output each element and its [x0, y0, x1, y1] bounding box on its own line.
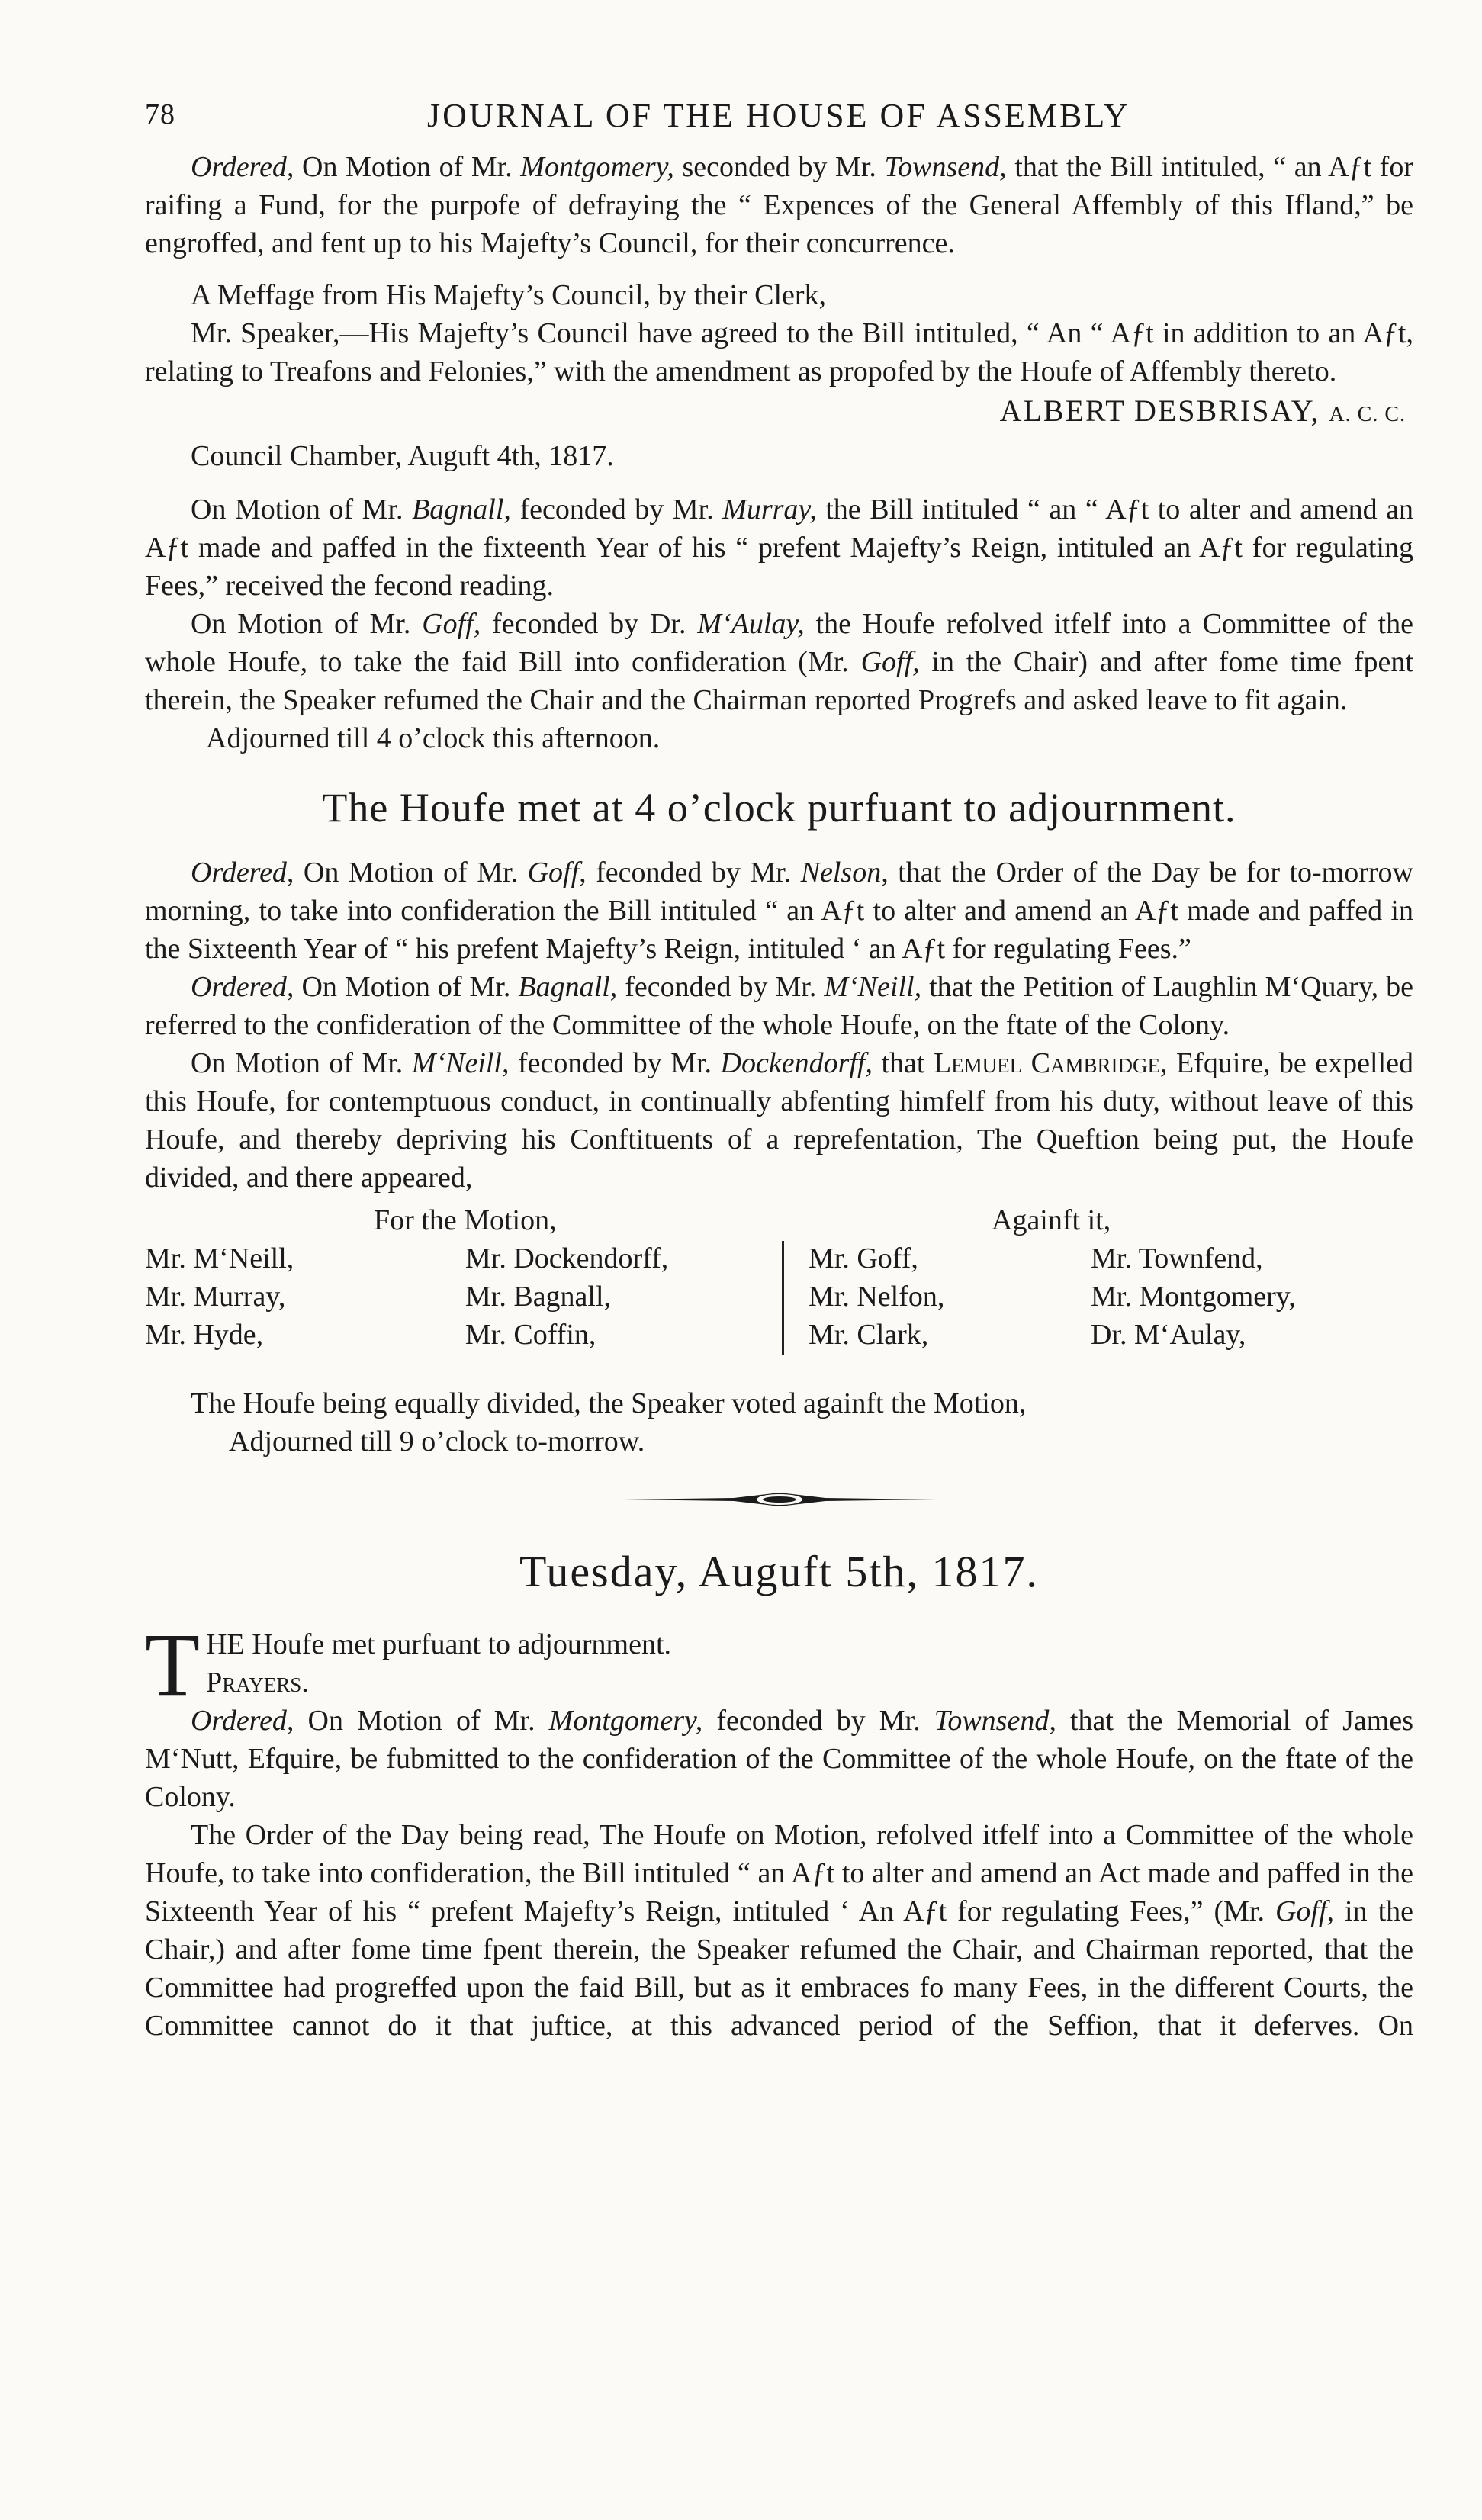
member-name: Townsend,: [884, 151, 1007, 183]
member-name: Bagnall,: [518, 971, 618, 1003]
voter-name: Mr. Clark,: [809, 1319, 929, 1351]
ordered-label: Ordered,: [191, 151, 294, 183]
text: feconded by Mr.: [617, 971, 825, 1003]
voter-name: Mr. Coffin,: [465, 1319, 596, 1351]
text: feconded by Mr.: [510, 493, 723, 526]
member-name: M‘Aulay,: [697, 608, 805, 640]
voter-name: Mr. Murray,: [145, 1281, 286, 1313]
clerk-signature: [145, 391, 1413, 436]
member-name: Bagnall,: [412, 493, 511, 526]
voter-name: Mr. Hyde,: [145, 1319, 264, 1351]
ordered-label: Ordered,: [191, 1705, 294, 1737]
text: On Motion of Mr.: [294, 151, 521, 183]
message-body: Mr. Speaker,—His Majefty’s Council have agreed to the Bill intituled, “ An “ Aƒt in addition to an Aƒt, relating to Treafons and Felonies,” with the amendment as propofed by the Houfe of Affembly thereto.: [145, 317, 1413, 387]
text: feconded by Mr.: [586, 857, 801, 889]
text: feconded by Mr.: [702, 1705, 934, 1737]
voter-name: Mr. Dockendorff,: [465, 1242, 669, 1274]
member-name: Montgomery,: [548, 1705, 703, 1737]
adjournment-afternoon: Adjourned till 4 o’clock this afternoon.: [206, 722, 661, 754]
member-name: Montgomery,: [520, 151, 674, 183]
voter-name: Dr. M‘Aulay,: [1091, 1319, 1246, 1351]
text: On Motion of Mr.: [294, 971, 519, 1003]
text: that the Petition of Laughlin M‘Quary, be referred to the confideration of the Committee of the whole Houfe, on the ftate of the Colony.: [145, 971, 1413, 1041]
ordered-label: Ordered,: [191, 971, 294, 1003]
order-memorial: [145, 1702, 1413, 1816]
text: feconded by Mr.: [509, 1047, 721, 1079]
running-header: [145, 92, 1413, 145]
member-name: Nelson,: [800, 857, 889, 889]
prayers-label: Prayers.: [206, 1667, 309, 1699]
text: that the Memorial of James M‘Nutt, Efquire, be fubmitted to the confideration of the Committee of the whole Houfe, on the ftate of the Colony.: [145, 1705, 1413, 1813]
member-name: Goff,: [860, 646, 920, 678]
text: On Motion of Mr.: [191, 1047, 412, 1079]
text: The Order of the Day being read, The Houfe on Motion, refolved itfelf into a Committee of the whole Houfe, to take into confideration, the Bill intituled “ an Aƒt to alter and amend an Act made and paffed in the Sixteenth Year of his “ prefent Majefty’s Reign, intituled ‘ An Aƒt for regulating Fees,” (Mr.: [145, 1819, 1413, 1927]
session-heading: The Houfe met at 4 o’clock purfuant to adjournment.: [322, 785, 1236, 831]
text: On Motion of Mr.: [191, 608, 423, 640]
motion-committee: [145, 605, 1413, 719]
text: Efquire, be expelled this Houfe, for contemptuous conduct, in continually abfenting himfelf from his duty, without leave of this Houfe, and thereby depriving his Conftituents of a reprefentation, The Queftion being put, the Houfe divided, and there appeared,: [145, 1047, 1413, 1194]
ordered-label: Ordered,: [191, 857, 294, 889]
member-name: M‘Neill,: [824, 971, 922, 1003]
signature-name: ALBERT DESBRISAY,: [999, 394, 1320, 428]
voter-name: Mr. M‘Neill,: [145, 1242, 294, 1274]
catchword: On: [1378, 2010, 1414, 2042]
voter-name: Mr. Montgomery,: [1091, 1281, 1296, 1313]
text: On Motion of Mr.: [191, 493, 413, 526]
voter-name: Mr. Goff,: [809, 1242, 918, 1274]
council-date-line: Council Chamber, Auguft 4th, 1817.: [191, 440, 614, 472]
for-column-2: [465, 1239, 668, 1354]
text: feconded by Dr.: [481, 608, 698, 640]
for-motion-label: For the Motion,: [374, 1204, 557, 1236]
against-motion-label: Againft it,: [992, 1204, 1111, 1236]
order-petition: [145, 968, 1413, 1044]
voter-name: Mr. Townfend,: [1091, 1242, 1263, 1274]
voter-name: Mr. Bagnall,: [465, 1281, 612, 1313]
member-name: Murray,: [722, 493, 817, 526]
adjournment-tomorrow: Adjourned till 9 o’clock to-morrow.: [229, 1426, 645, 1458]
member-name: Dockendorff,: [720, 1047, 873, 1079]
drop-cap: T: [145, 1615, 201, 1715]
text: seconded by Mr.: [673, 151, 885, 183]
motion-second-reading: [145, 490, 1413, 605]
ornament-rule-icon: [619, 1488, 940, 1511]
text: in the Chair,) and after fome time fpent therein, the Speaker refumed the Chair, and Chairman reported, that the Committee had progreffed upon the faid Bill, but as it embraces fo many Fees, in the different Courts, the Committee cannot do it that juftice, at this advanced period of the Seffion, that it deferves.: [145, 1895, 1413, 2042]
against-column-2: [1091, 1239, 1296, 1354]
text: the Bill intituled “ an “ Aƒt to alter and amend an Aƒt made and paffed in the fixteenth Year of his “ prefent Majefty’s Reign, intituled an Aƒt for regulating Fees,” received the fecond reading.: [145, 493, 1413, 602]
order-of-day-committee: [145, 1816, 1413, 2045]
text: that: [873, 1047, 934, 1079]
text: that the Bill intituled, “ an Aƒt for raifing a Fund, for the purpofe of defraying the “ Expences of the General Affembly of this Ifland,” be engroffed, and fent up to his Majefty’s Council, for their concurrence.: [145, 151, 1413, 259]
running-title: JOURNAL OF THE HOUSE OF ASSEMBLY: [427, 97, 1130, 134]
text: the Houfe refolved itfelf into a Committee of the whole Houfe, to take the faid Bill into confideration (Mr.: [145, 608, 1413, 678]
page-number: 78: [145, 98, 175, 130]
member-name: M‘Neill,: [411, 1047, 510, 1079]
text: in the Chair) and after fome time fpent therein, the Speaker refumed the Chair and the Chairman reported Progrefs and asked leave to fit again.: [145, 646, 1413, 716]
vote-result: The Houfe being equally divided, the Speaker voted againft the Motion,: [191, 1387, 1027, 1419]
opening-paragraph: [145, 1615, 1413, 1715]
expelled-member-name: Lemuel Cambridge,: [933, 1047, 1168, 1079]
text: On Motion of Mr.: [294, 857, 528, 889]
text: that the Order of the Day be for to-morrow morning, to take into confideration the Bill intituled “ an Aƒt to alter and amend an Aƒt made and paffed in the Sixteenth Year of “ his prefent Majefty’s Reign, intituled ‘ an Aƒt for regulating Fees.”: [145, 857, 1413, 965]
member-name: Goff,: [422, 608, 481, 640]
order-engross-bill: [145, 148, 1413, 262]
member-name: Goff,: [1275, 1895, 1335, 1927]
for-column-1: [145, 1239, 294, 1354]
message-intro: A Meffage from His Majefty’s Council, by their Clerk,: [191, 279, 827, 311]
text: On Motion of Mr.: [294, 1705, 549, 1737]
signature-title: A. C. C.: [1329, 403, 1406, 426]
day-heading: Tuesday, Auguft 5th, 1817.: [519, 1547, 1039, 1596]
motion-expulsion: [145, 1044, 1413, 1197]
house-met-text: HE Houfe met purfuant to adjournment.: [206, 1628, 672, 1660]
vote-divider: [782, 1241, 784, 1355]
member-name: Townsend,: [934, 1705, 1056, 1737]
division-list: [145, 1201, 1413, 1384]
against-column-1: [809, 1239, 944, 1354]
order-of-day: [145, 853, 1413, 968]
voter-name: Mr. Nelfon,: [809, 1281, 945, 1313]
member-name: Goff,: [527, 857, 587, 889]
